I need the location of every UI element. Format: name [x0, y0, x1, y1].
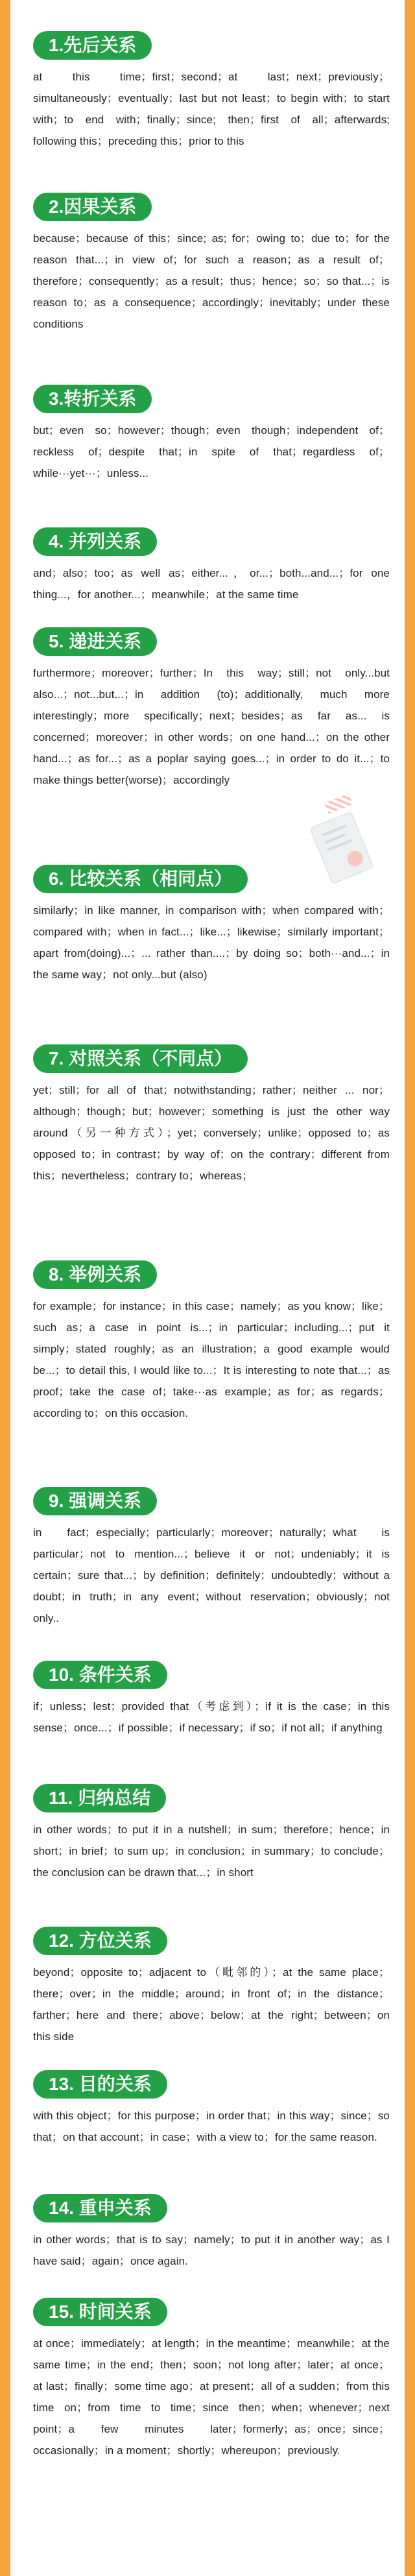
section-text: and；also；too；as well as；either...，or...；both...and...；for one thing...，for another...；meanwhile；at the same time	[33, 567, 390, 601]
section-title: 2.因果关系	[33, 193, 152, 221]
section-text: beyond；opposite to；adjacent to（毗邻的）；at the same place；there；over；in the middle；around；in front of；in the distance；farther；here and there；above；below；at the right；between；on this side	[33, 1966, 390, 2043]
section-text: at once；immediately；at length；in the meantime；meanwhile；at the same time；in the end；then；soon；not long after；later；at once；at last；finally；some time ago；at present；all of a sudden；from this time on；from time to time；since then；when；whenever；next point；a few minutes later；formerly；as；once；since；occasionally；in a moment；shortly；whereupon；previously.	[33, 2337, 390, 2457]
section-title: 8. 举例关系	[33, 1260, 157, 1289]
section-text: similarly；in like manner, in comparison with；when compared with；compared with；when in fact...；like...；likewise；similarly important；apart from(doing)...；... rather than....；by doing so；both···and...；in the same way；not only...but (also)	[33, 904, 390, 981]
article-page	[10, 0, 405, 2576]
section-title: 3.转折关系	[33, 385, 152, 413]
section-title: 11. 归纳总结	[33, 1784, 166, 1812]
section-text: furthermore；moreover；further；In this way；still；not only...but also...；not...but...；in addition (to)；additionally, much more interestingly；more specifically；next；besides；as far as... is concerned；moreover；in other words；on one hand...；on the other hand...；as for...；as a poplar saying goes...；in order to do it...；to make things better(worse)；accordingly	[33, 667, 390, 786]
section-text: if；unless；lest；provided that（考虑到）；if it is the case；in this sense；once...；if possible；if necessary；if so；if not all；if anything	[33, 1700, 390, 1734]
decorative-stripes	[324, 793, 353, 814]
section-title: 14. 重申关系	[33, 2194, 167, 2222]
section-text: in other words；to put it in a nutshell；in sum；therefore；hence；in short；in brief；to sum up；in conclusion；in summary；to conclude；the conclusion can be drawn that...；in short	[33, 1824, 390, 1879]
section-text: but；even so；however；though；even though；independent of；reckless of；despite that；in spite of that；regardless of；while···yet···；unless...	[33, 424, 390, 479]
section-title: 6. 比较关系（相同点）	[33, 865, 248, 893]
section-title: 5. 递进关系	[33, 627, 157, 656]
section-title: 4. 并列关系	[33, 527, 157, 556]
section-title: 12. 方位关系	[33, 1927, 167, 1955]
section-text: in fact；especially；particularly；moreover；naturally；what is particular；not to mention...；believe it or not；undeniably；it is certain；sure that...；by definition；definitely；undoubtedly；without a doubt；in truth；in any event；without reservation；obviously；not only..	[33, 1526, 390, 1624]
section-text: because；because of this；since; as; for；owing to；due to；for the reason that...；in view of；for such a reason；as a result of；therefore；consequently；as a result；thus；hence；so；so that...；is reason to；as a consequence；accordingly；inevitably；under these conditions	[33, 232, 390, 330]
section-title: 15. 时间关系	[33, 2298, 167, 2326]
section-title: 1.先后关系	[33, 31, 152, 60]
section-title: 7. 对照关系（不同点）	[33, 1044, 248, 1073]
section-text: yet；still；for all of that；notwithstanding；rather；neither ... nor；although；though；but；however；something is just the other way around（另一种方式）；yet；conversely；unlike；opposed to；as opposed to；in contrast；by way of；on the contrary；different from this；nevertheless；contrary to；whereas；	[33, 1084, 390, 1182]
section-title: 13. 目的关系	[33, 2070, 167, 2099]
section-text: with this object；for this purpose；in order that；in this way；since；so that；on that account；in case；with a view to；for the same reason.	[33, 2110, 390, 2143]
section-title: 10. 条件关系	[33, 1661, 167, 1689]
section-text: for example；for instance；in this case；namely；as you know；like；such as；a case in point is...；in particular；including...；put it simply；stated roughly；as an illustration；a good example would be...；to detail this, I would like to...；It is interesting to note that...；as proof；take the case of；take···as example；as for；as regards；according to；on this occasion.	[33, 1300, 390, 1419]
section-text: at this time；first；second；at last；next；previously；simultaneously；eventually；last but not least；to begin with；to start with；to end with；finally；since; then；first of all；afterwards; following this；preceding this；prior to this	[33, 71, 390, 147]
section-title: 9. 强调关系	[33, 1487, 157, 1515]
document-illustration-icon	[309, 811, 374, 884]
section-text: in other words；that is to say；namely；to put it in another way；as I have said；again；once again.	[33, 2233, 390, 2267]
